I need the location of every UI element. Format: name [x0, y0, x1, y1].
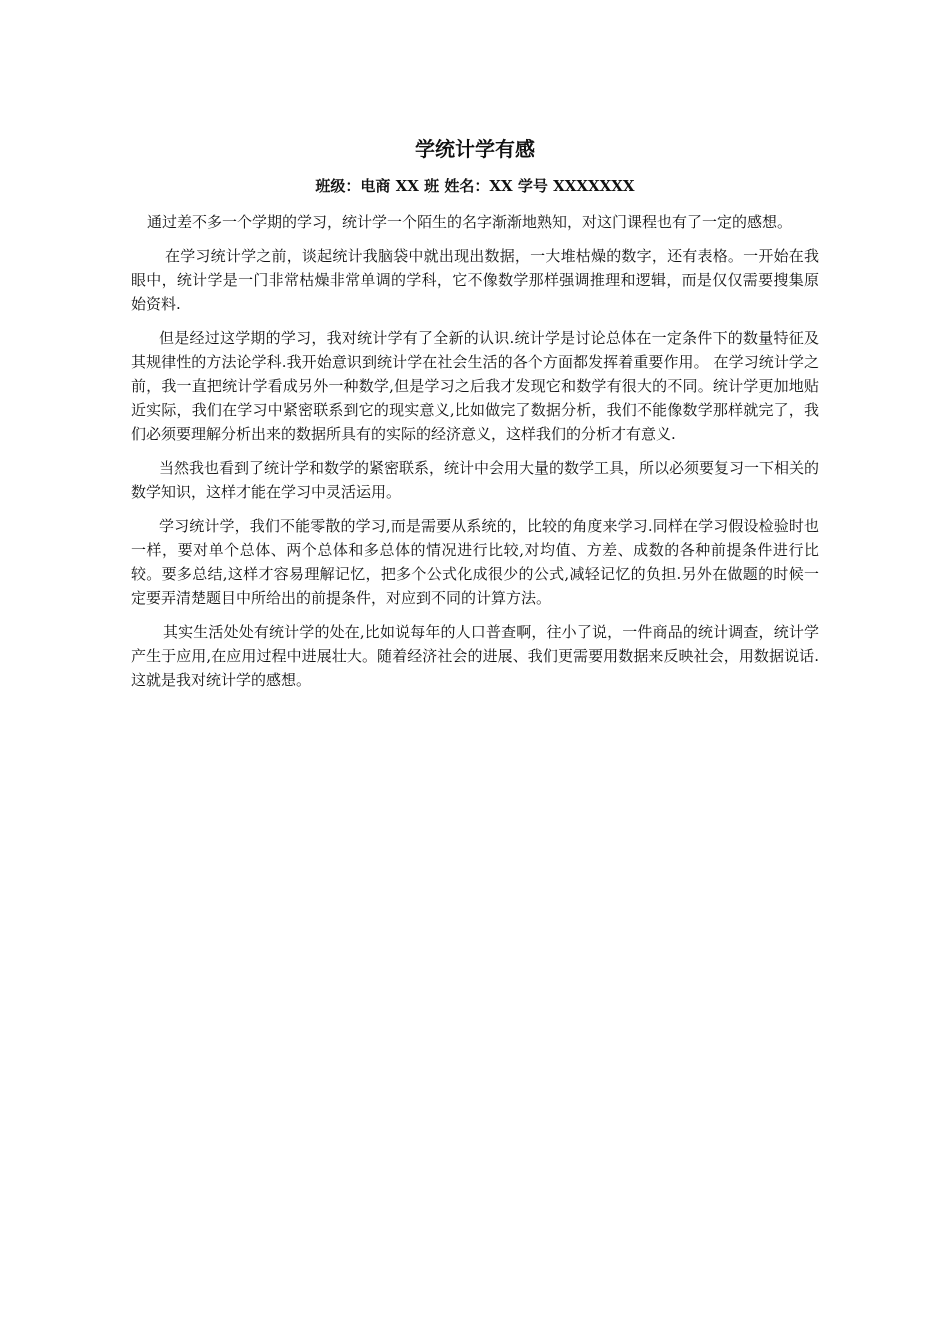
- paragraph-2: 在学习统计学之前，谈起统计我脑袋中就出现出数据，一大堆枯燥的数字，还有表格。一开始在我眼中，统计学是一门非常枯燥非常单调的学科，它不像数学那样强调推理和逻辑，而是仅仅需要搜集原始资料.: [131, 247, 819, 313]
- paragraph-6: 其实生活处处有统计学的处在,比如说每年的人口普查啊，往小了说，一件商品的统计调查，统计学产生于应用,在应用过程中进展壮大。随着经济社会的进展、我们更需要用数据来反映社会，用数据说话.这就是我对统计学的感想。: [131, 623, 819, 689]
- document-body: [131, 210, 819, 702]
- document-title: 学统计学有感: [415, 137, 535, 161]
- paragraph-3: 但是经过这学期的学习，我对统计学有了全新的认识.统计学是讨论总体在一定条件下的数量特征及其规律性的方法论学科.我开始意识到统计学在社会生活的各个方面都发挥着重要作用。 在学习统计学之前，我一直把统计学看成另外一种数学,但是学习之后我才发现它和数学有很大的不同。统计学更加地贴近实际，我们在学习中紧密联系到它的现实意义,比如做完了数据分析，我们不能像数学那样就完了，我们必须要理解分析出来的数据所具有的实际的经济意义，这样我们的分析才有意义.: [131, 329, 819, 443]
- paragraph-5: 学习统计学，我们不能零散的学习,而是需要从系统的，比较的角度来学习.同样在学习假设检验时也一样，要对单个总体、两个总体和多总体的情况进行比较,对均值、方差、成数的各种前提条件进行比较。要多总结,这样才容易理解记忆，把多个公式化成很少的公式,减轻记忆的负担.另外在做题的时候一定要弄清楚题目中所给出的前提条件，对应到不同的计算方法。: [131, 517, 819, 607]
- paragraph-1: 通过差不多一个学期的学习，统计学一个陌生的名字渐渐地熟知，对这门课程也有了一定的感想。: [147, 213, 793, 231]
- paragraph-4: 当然我也看到了统计学和数学的紧密联系，统计中会用大量的数学工具，所以必须要复习一下相关的数学知识，这样才能在学习中灵活运用。: [131, 459, 820, 501]
- student-info-line: 班级：电商 XX 班 姓名：XX 学号 XXXXXXX: [315, 177, 635, 195]
